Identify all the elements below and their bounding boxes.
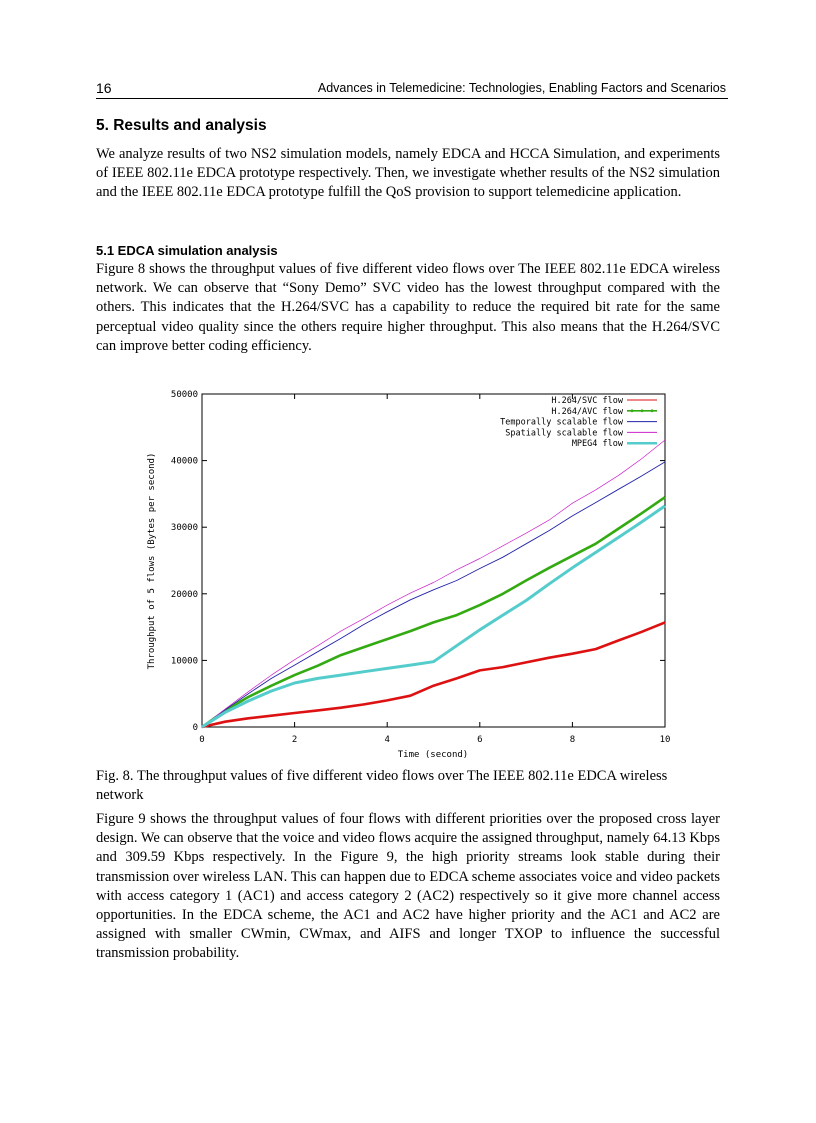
legend-label: MPEG4 flow: [571, 439, 623, 450]
section-title: 5. Results and analysis: [96, 117, 267, 134]
figure8-paragraph: Figure 8 shows the throughput values of five different video flows over The IEEE 802.11e EDCA wireless network. We can observe that “Sony Demo” SVC video has the lowest throughput compared with the others. This indicates that the H.264/SVC has a capability to reduce the required bit rate for the same perceptual video quality since the others require higher throughput. This also means that the H.264/SVC can improve better coding efficiency.: [96, 261, 720, 354]
y-tick-label: 30000: [170, 523, 198, 534]
legend-marker: [641, 409, 644, 412]
figure9-paragraph: Figure 9 shows the throughput values of four flows with different priorities over the proposed cross layer design. We can observe that the voice and video flows acquire the assigned throughput, namely 64.13 Kbps and 309.59 Kbps respectively. In the Figure 9, the high priority streams look stable during their transmission over wireless LAN. This can happen due to EDCA scheme associates voice and video packets with access category 1 (AC1) and access category 2 (AC2) respectively so it give more channel access opportunities. In the EDCA scheme, the AC1 and AC2 have higher priority and the AC1 and AC2 are assigned with smaller CWmin, CWmax, and AIFS and longer TXOP to influence the successful transmission probability.: [96, 811, 720, 962]
y-tick-label: 10000: [170, 656, 198, 667]
legend-label: Temporally scalable flow: [500, 417, 623, 428]
y-tick-label: 40000: [170, 456, 198, 467]
x-tick-label: 8: [569, 735, 576, 745]
x-tick-label: 10: [659, 735, 671, 745]
intro-paragraph: We analyze results of two NS2 simulation models, namely EDCA and HCCA Simulation, and experiments of IEEE 802.11e EDCA prototype respectively. Then, we investigate whether results of the NS2 simulation and the IEEE 802.11e EDCA prototype fulfill the QoS provision to support telemedicine application.: [96, 146, 720, 201]
y-tick-label: 20000: [170, 589, 198, 600]
y-axis-label: Throughput of 5 flows (Bytes per second): [147, 452, 157, 670]
x-tick-label: 4: [384, 735, 390, 745]
x-axis-label: Time (second): [397, 750, 469, 760]
legend-label: H.264/SVC flow: [551, 396, 623, 406]
legend-label: Spatially scalable flow: [505, 428, 623, 439]
subsection-title: 5.1 EDCA simulation analysis: [96, 243, 278, 258]
series-line-5: [202, 506, 665, 727]
series-line-4: [202, 440, 665, 727]
series-line-3: [202, 462, 665, 727]
page-number: 16: [96, 80, 112, 96]
running-title: Advances in Telemedicine: Technologies, Enabling Factors and Scenarios: [317, 81, 726, 95]
legend-marker: [631, 409, 634, 412]
y-tick-label: 0: [192, 723, 198, 733]
x-tick-label: 2: [291, 735, 298, 745]
legend-label: H.264/AVC flow: [551, 406, 623, 417]
x-tick-label: 0: [199, 735, 205, 745]
running-header: [96, 80, 728, 99]
y-tick-label: 50000: [170, 390, 198, 400]
throughput-chart: [140, 384, 680, 764]
x-tick-label: 6: [477, 735, 483, 745]
legend-marker: [651, 409, 654, 412]
figure-caption: Fig. 8. The throughput values of five different video flows over The IEEE 802.11e EDCA wireless network: [96, 768, 668, 803]
